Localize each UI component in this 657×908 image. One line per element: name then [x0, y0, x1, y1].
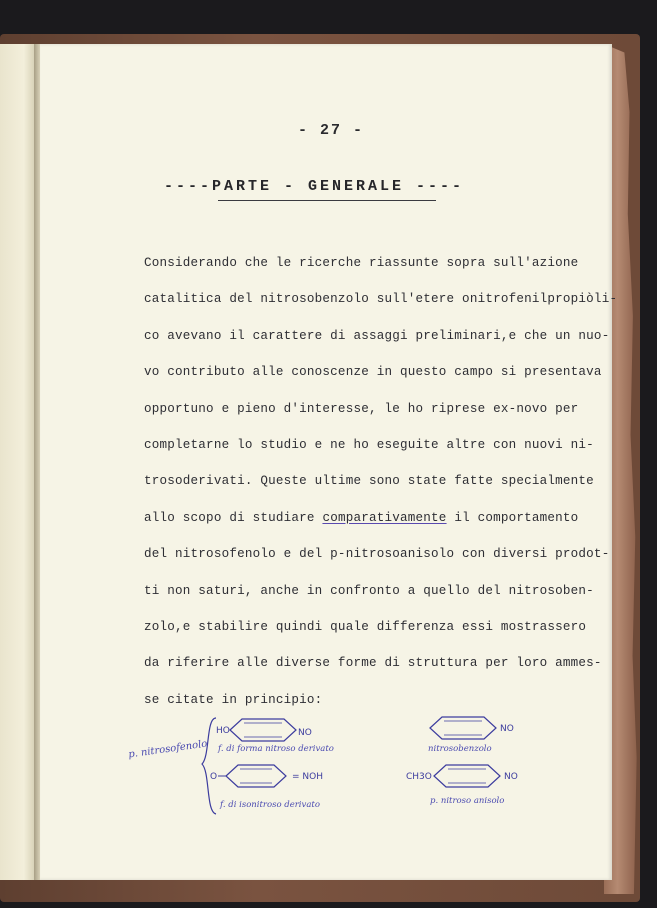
paragraph-line: zolo,e stabilire quindi quale differenza essi mostrassero — [144, 619, 587, 634]
paragraph-line-underlined — [144, 509, 617, 545]
formula-prefix-o: O — [210, 772, 218, 782]
paragraph-line: completarne lo studio e ne ho eseguite altre con nuovi ni- — [144, 437, 594, 452]
formula-suffix-no-anisolo: NO — [504, 772, 518, 782]
paragraph-line: Considerando che le ricerche riassunte sopra sull'azione — [144, 256, 579, 270]
paragraph-line: catalitica del nitrosobenzolo sull'etere onitrofenilpropiòli- — [144, 292, 618, 307]
paragraph-line: opportuno e pieno d'interesse, le ho riprese ex-novo per — [144, 401, 579, 416]
paragraph-line: ti non saturi, anche in confronto a quello del nitrosoben- — [144, 583, 594, 598]
paragraph-line: vo contributo alle conoscenze in questo campo si presentava — [144, 365, 602, 380]
paragraph-line: trosoderivati. Queste ultime sono state fatte specialmente — [144, 474, 594, 489]
document-page — [40, 44, 618, 880]
formula-prefix-ho: HO — [216, 726, 230, 736]
left-page — [0, 44, 34, 880]
benzene-ring-icon — [432, 764, 502, 788]
quinoid-ring-icon — [218, 763, 290, 789]
formula-suffix-no-right: NO — [500, 724, 514, 734]
page-number: - 27 - — [298, 122, 365, 139]
caption-forma-nitroso: f. di forma nitroso derivato — [218, 744, 334, 754]
section-heading: ----PARTE - GENERALE ---- — [164, 178, 465, 195]
paragraph — [144, 254, 617, 727]
benzene-ring-icon — [428, 716, 498, 740]
paragraph-line: co avevano il carattere di assaggi preliminari,e che un nuo- — [144, 328, 610, 343]
handwritten-label-nitrosofenolo: p. nitrosofenolo — [127, 738, 209, 761]
formula-suffix-noh: = NOH — [292, 772, 323, 782]
paragraph-line: se citate in principio: — [144, 692, 323, 707]
caption-nitrosobenzolo: nitrosobenzolo — [428, 744, 492, 754]
caption-isonitroso: f. di isonitroso derivato — [220, 800, 320, 810]
underlined-word: comparativamente — [322, 510, 447, 525]
line-end: il comportamento — [446, 510, 579, 525]
line-start: allo scopo di studiare — [144, 510, 323, 525]
heading-underline — [218, 200, 436, 201]
formula-suffix-no: NO — [298, 728, 312, 738]
formula-prefix-ch3o: CH3O — [406, 772, 432, 782]
benzene-ring-icon — [228, 718, 298, 742]
caption-nitroso-anisolo: p. nitroso anisolo — [430, 796, 505, 806]
paragraph-line: del nitrosofenolo e del p-nitrosoanisolo con diversi prodot- — [144, 547, 610, 562]
paragraph-line: da riferire alle diverse forme di struttura per loro ammes- — [144, 656, 602, 671]
